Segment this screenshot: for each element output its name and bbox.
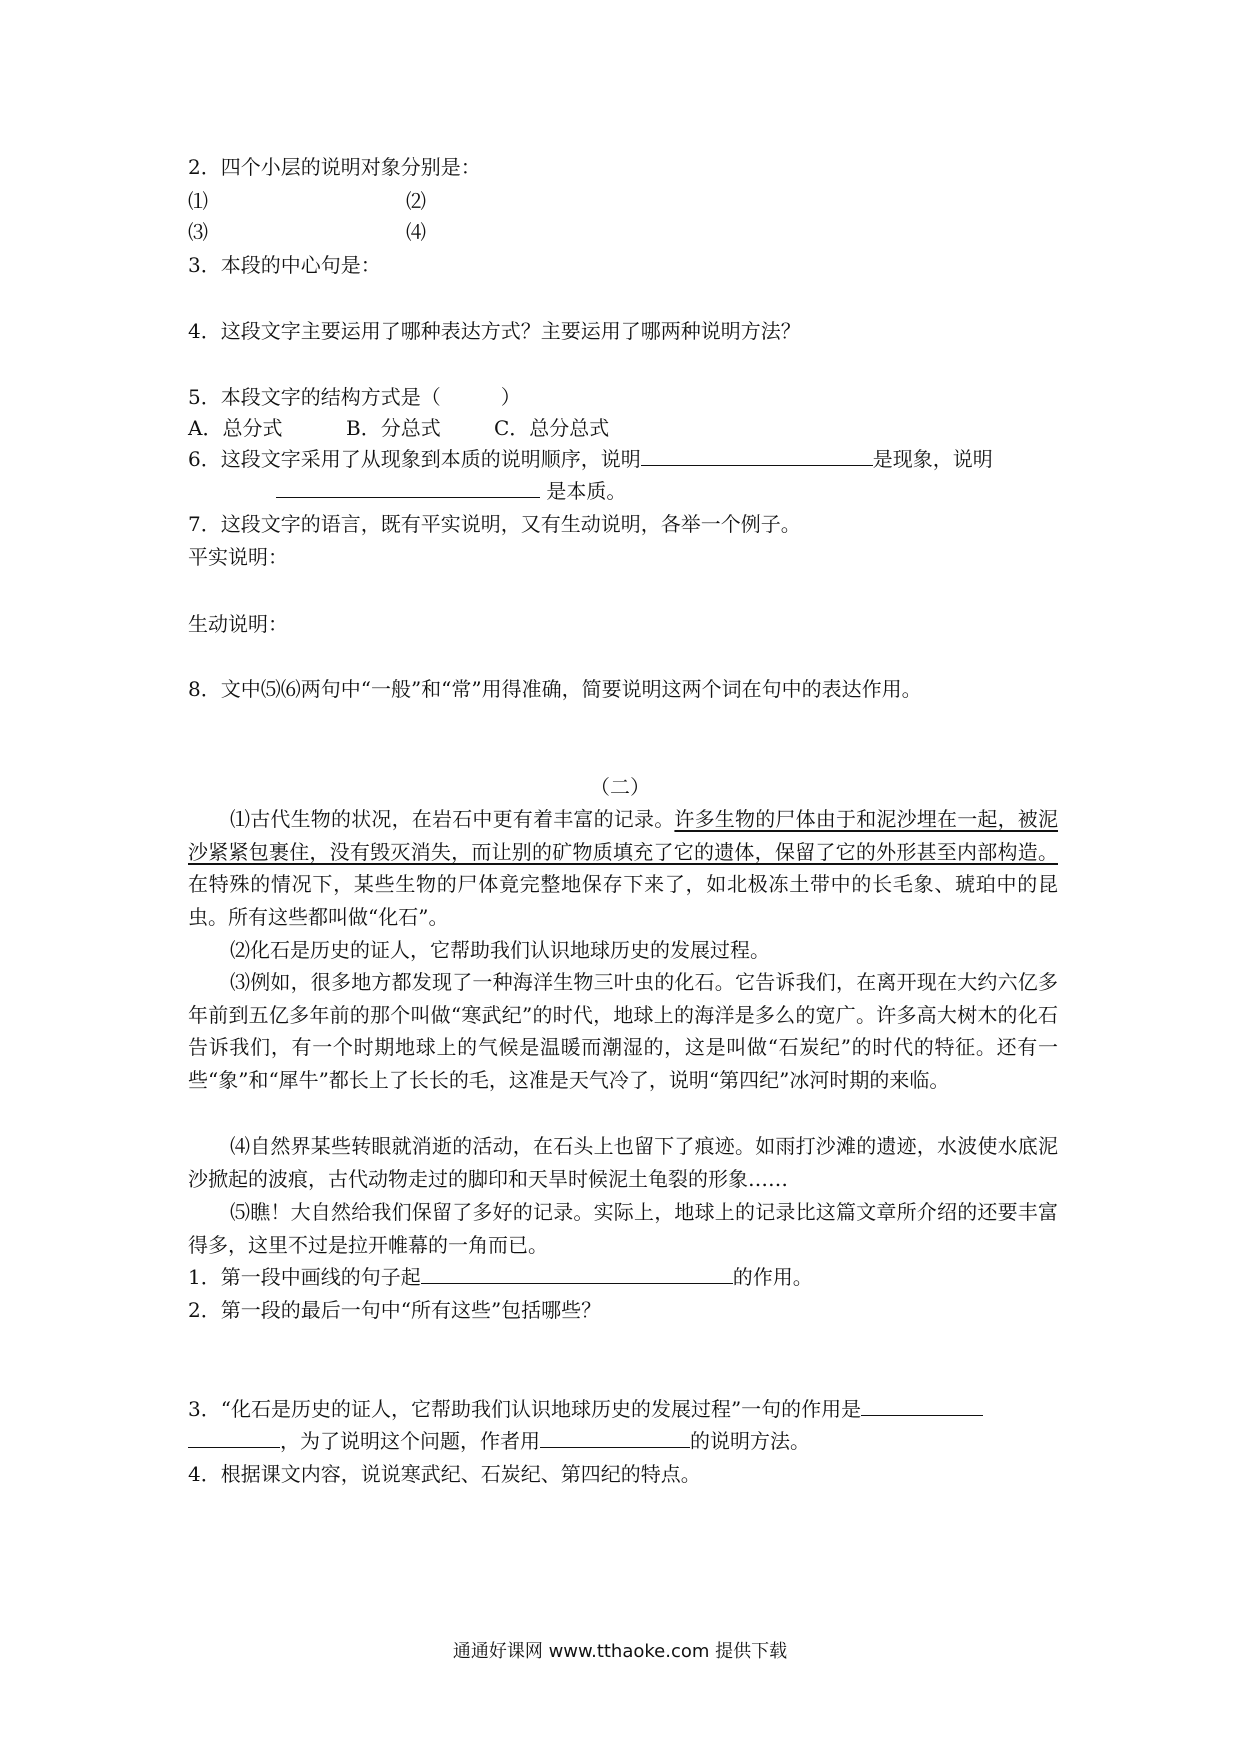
question-5: 5．本段文字的结构方式是（ ） (188, 385, 521, 409)
option-c: C．总分总式 (494, 416, 610, 440)
option-b: B．分总式 (346, 416, 441, 440)
item-1: ⑴ (188, 189, 208, 213)
q1-text-a: 1．第一段中画线的句子起 (188, 1265, 421, 1289)
footer-credit: 通通好课网 www.tthaoke.com 提供下载 (452, 1641, 788, 1662)
option-a: A．总分式 (188, 416, 283, 440)
answer-blank[interactable] (861, 1395, 983, 1416)
item-4: ⑷ (406, 220, 426, 244)
part2-question-1 (188, 1262, 813, 1292)
answer-blank[interactable] (421, 1263, 733, 1284)
answer-blank[interactable] (540, 1427, 690, 1448)
vivid-example-label: 生动说明： (188, 612, 288, 636)
paragraph-1 (188, 803, 1058, 933)
question-6-text-a: 6．这段文字采用了从现象到本质的说明顺序，说明 (188, 447, 641, 471)
part2-question-3-line1 (188, 1394, 983, 1424)
question-6-text-b: 是现象，说明 (872, 447, 993, 471)
question-6-line1 (188, 444, 993, 474)
part2-question-2: 2．第一段的最后一句中“所有这些”包括哪些？ (188, 1298, 602, 1322)
answer-blank[interactable] (641, 445, 873, 466)
q3-text-c: 的说明方法。 (690, 1429, 810, 1453)
item-3: ⑶ (188, 220, 208, 244)
paragraph-4: ⑷自然界某些转眼就消逝的活动，在石头上也留下了痕迹。如雨打沙滩的遗迹，水波使水底泥沙掀起的波痕，古代动物走过的脚印和天旱时候泥土龟裂的形象…… (188, 1134, 1058, 1191)
q3-text-a: 3．“化石是历史的证人，它帮助我们认识地球历史的发展过程”一句的作用是 (188, 1397, 862, 1421)
question-2: 2．四个小层的说明对象分别是： (188, 155, 481, 179)
question-2-items-row2 (188, 217, 426, 247)
underlined-sentence: 许多生物的尸体由于和泥沙埋在一起，被泥沙紧紧包裹住，没有毁灭消失，而让别的矿物质填充了它的遗体，保留了它的外形甚至内部构造。 (188, 807, 1059, 864)
section-heading: （二） (590, 775, 650, 799)
paragraph-2: ⑵化石是历史的证人，它帮助我们认识地球历史的发展过程。 (230, 938, 770, 962)
question-8: 8．文中⑸⑹两句中“一般”和“常”用得准确，简要说明这两个词在句中的表达作用。 (188, 677, 922, 701)
answer-blank[interactable] (188, 1427, 280, 1448)
question-4: 4．这段文字主要运用了哪种表达方式？主要运用了哪两种说明方法？ (188, 319, 801, 343)
answer-blank[interactable] (276, 477, 540, 498)
paragraph-1-intro: ⑴古代生物的状况，在岩石中更有着丰富的记录。 (230, 807, 675, 831)
question-5-options (188, 413, 610, 443)
part2-question-4: 4．根据课文内容，说说寒武纪、石炭纪、第四纪的特点。 (188, 1462, 701, 1486)
q3-text-b: ，为了说明这个问题，作者用 (280, 1429, 540, 1453)
question-2-items-row1 (188, 186, 426, 216)
question-3: 3．本段的中心句是： (188, 253, 381, 277)
paragraph-3: ⑶例如，很多地方都发现了一种海洋生物三叶虫的化石。它告诉我们，在离开现在大约六亿多年前到五亿多年前的那个叫做“寒武纪”的时代，地球上的海洋是多么的宽广。许多高大树木的化石告诉我们，有一个时期地球上的气候是温暖而潮湿的，这是叫做“石炭纪”的时代的特征。还有一些“象”和“犀牛”都长上了长长的毛，这准是天气冷了，说明“第四纪”冰河时期的来临。 (188, 970, 1058, 1092)
paragraph-5: ⑸瞧！大自然给我们保留了多好的记录。实际上，地球上的记录比这篇文章所介绍的还要丰富得多，这里不过是拉开帷幕的一角而已。 (188, 1200, 1058, 1257)
question-6-text-c: 是本质。 (546, 479, 627, 503)
paragraph-1-rest: 在特殊的情况下，某些生物的尸体竟完整地保存下来了，如北极冻土带中的长毛象、琥珀中的昆虫。所有这些都叫做“化石”。 (188, 872, 1058, 929)
q1-text-b: 的作用。 (732, 1265, 813, 1289)
plain-example-label: 平实说明： (188, 545, 288, 569)
part2-question-3-line2 (188, 1426, 810, 1456)
question-6-line2 (276, 476, 626, 506)
question-7: 7．这段文字的语言，既有平实说明，又有生动说明，各举一个例子。 (188, 512, 801, 536)
item-2: ⑵ (406, 189, 426, 213)
